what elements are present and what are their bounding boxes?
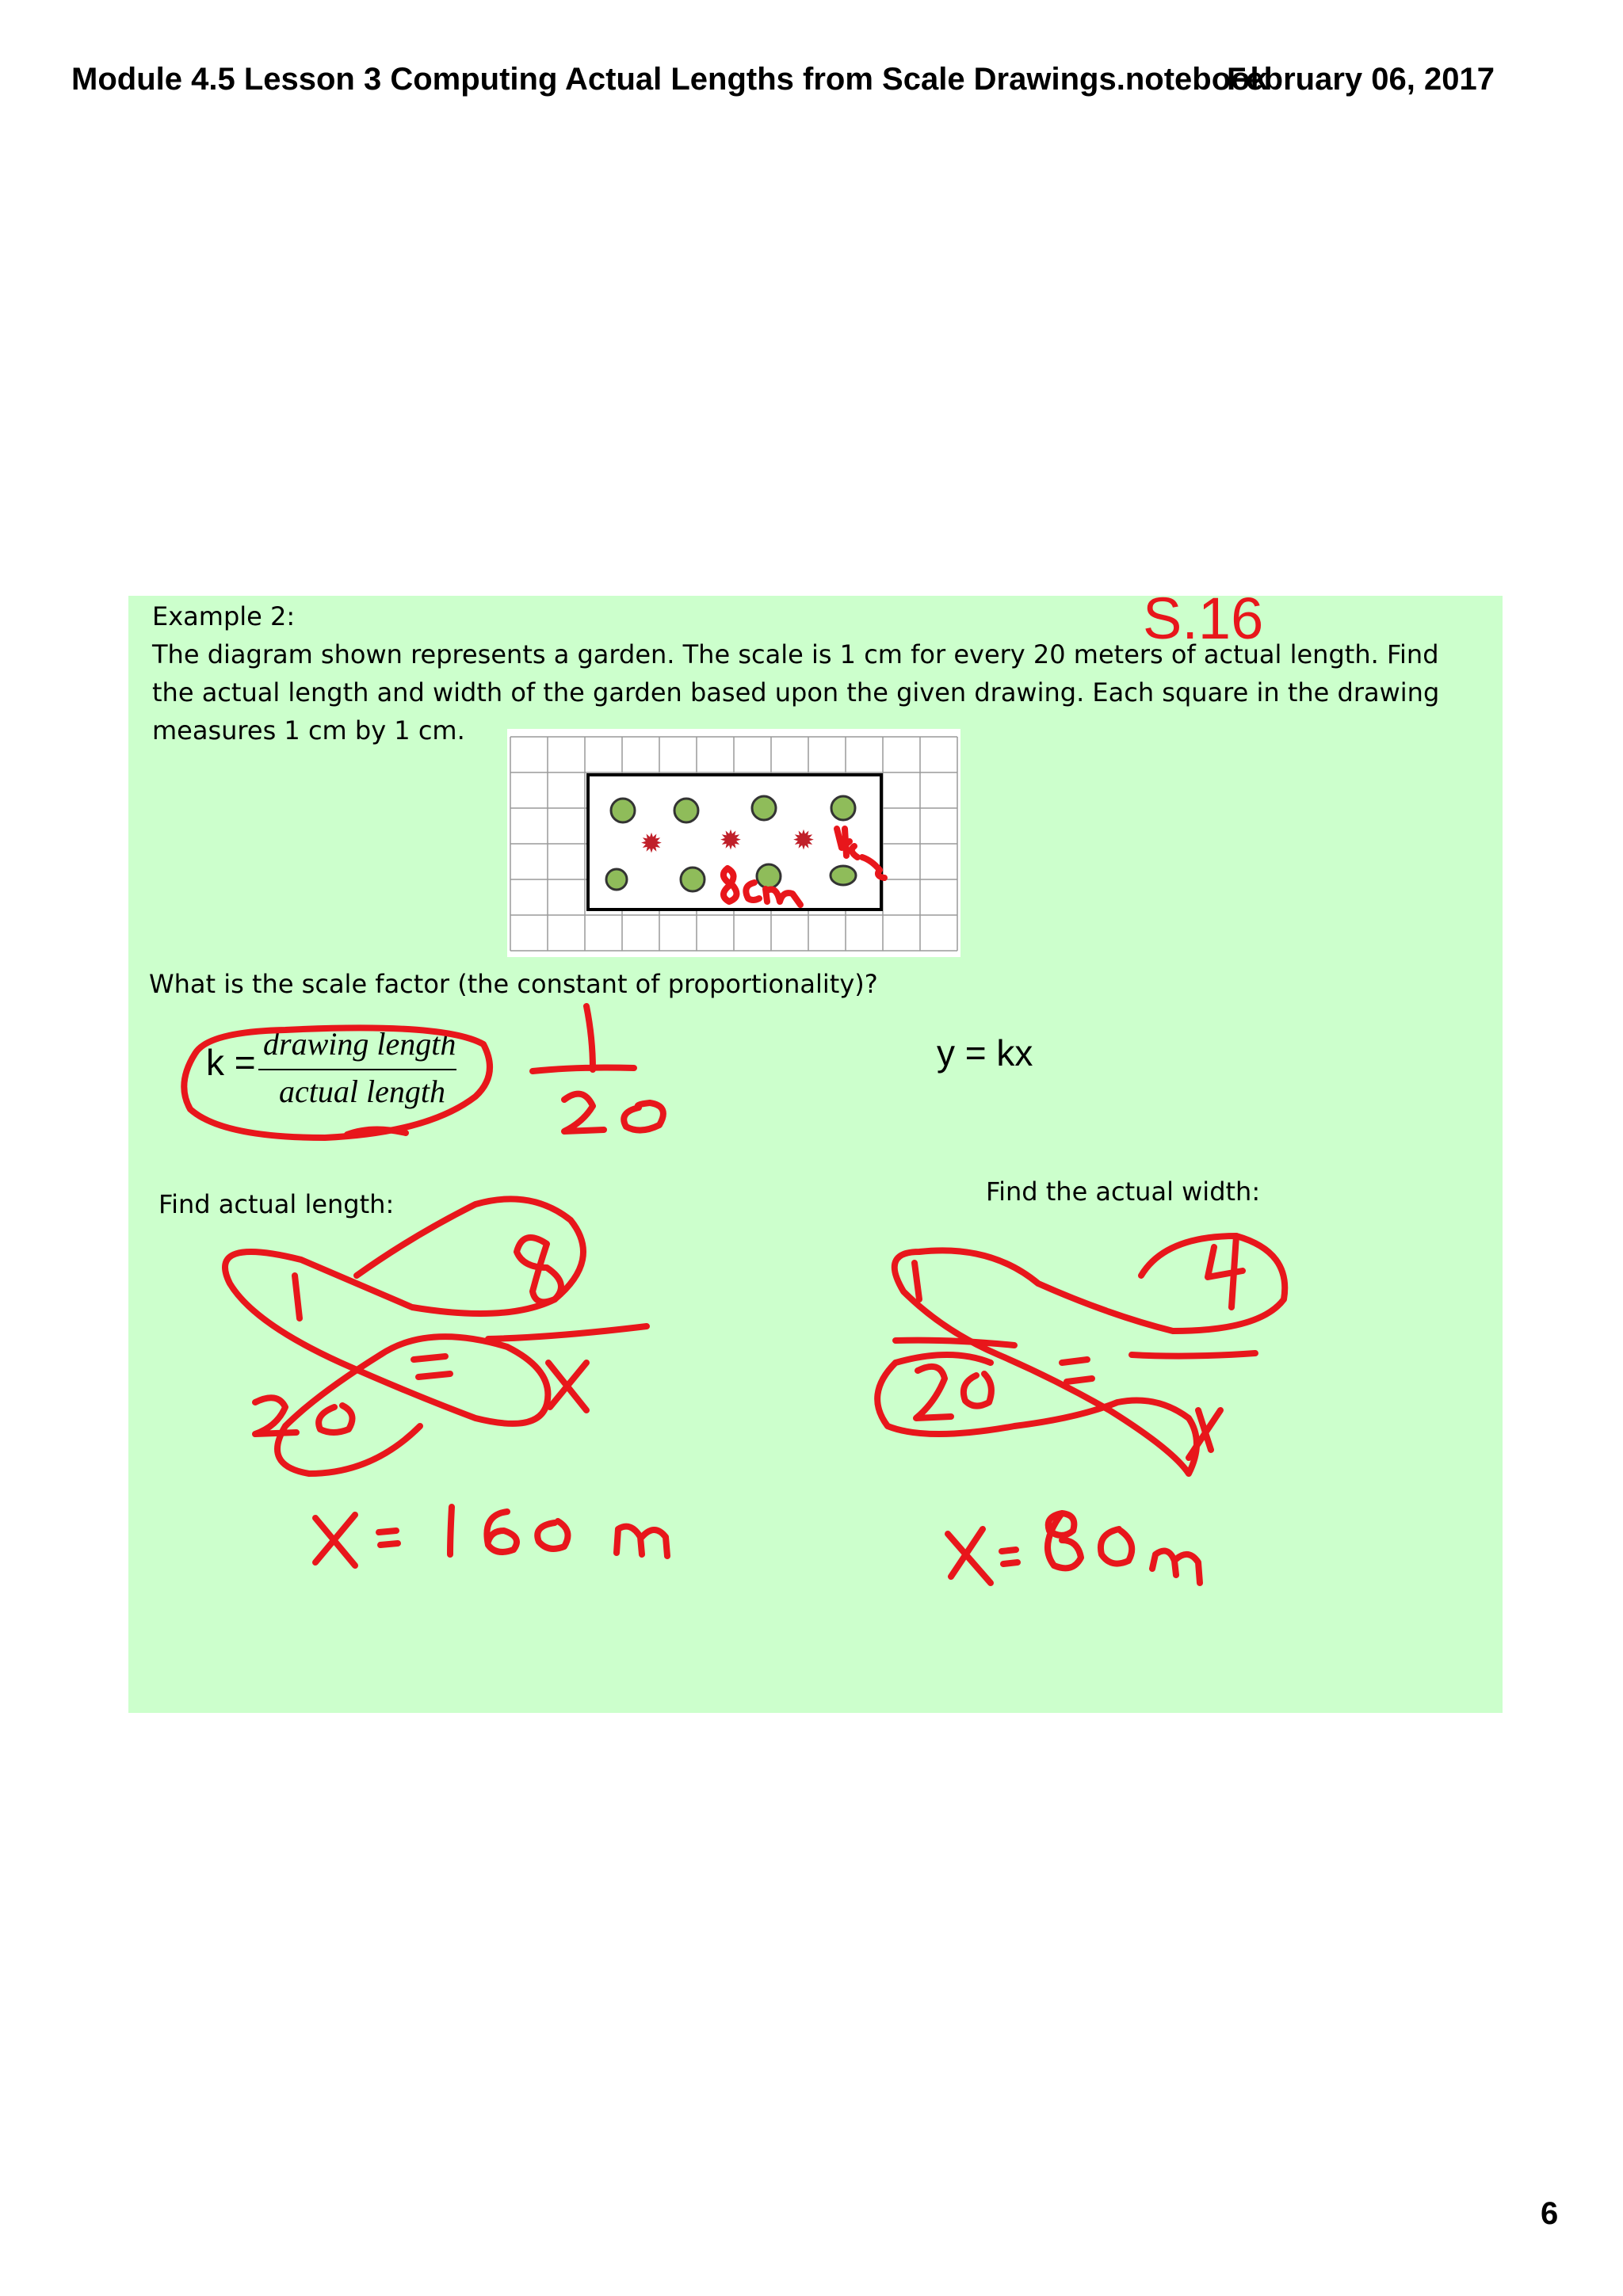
shrub-icon bbox=[831, 796, 855, 820]
shrub-icon bbox=[674, 799, 698, 822]
shrub-icon bbox=[606, 869, 627, 890]
document-date: February 06, 2017 bbox=[1227, 62, 1495, 97]
fraction-denominator: actual length bbox=[279, 1074, 445, 1109]
k-label: k = bbox=[206, 1042, 256, 1083]
garden-diagram bbox=[507, 729, 960, 957]
example-label: Example 2: bbox=[152, 601, 296, 631]
scale-factor-question: What is the scale factor (the constant of proportionality)? bbox=[149, 969, 878, 999]
shrub-icon bbox=[681, 868, 705, 891]
shrub-icon bbox=[611, 799, 635, 822]
flower-icon: ✹ bbox=[640, 828, 663, 860]
find-length-label: Find actual length: bbox=[158, 1189, 395, 1219]
flower-icon: ✹ bbox=[719, 825, 743, 856]
find-width-label: Find the actual width: bbox=[986, 1177, 1261, 1207]
page-number: 6 bbox=[1541, 2196, 1559, 2231]
reference-number: S.16 bbox=[1143, 585, 1264, 651]
fraction-numerator: drawing length bbox=[263, 1026, 456, 1062]
proportion-equation: y = kx bbox=[937, 1032, 1033, 1074]
problem-line-2: the actual length and width of the garden based upon the given drawing. Each square in the drawing bbox=[152, 677, 1440, 707]
flower-icon: ✹ bbox=[792, 825, 815, 856]
fraction-bar bbox=[258, 1069, 456, 1070]
shrub-icon bbox=[757, 864, 781, 888]
document-title: Module 4.5 Lesson 3 Computing Actual Lengths from Scale Drawings.notebook bbox=[71, 62, 1268, 97]
problem-line-3: measures 1 cm by 1 cm. bbox=[152, 715, 465, 746]
shrub-icon bbox=[752, 796, 776, 820]
shrub-icon bbox=[831, 866, 856, 885]
problem-line-1: The diagram shown represents a garden. The scale is 1 cm for every 20 meters of actual length. Find bbox=[152, 639, 1439, 669]
